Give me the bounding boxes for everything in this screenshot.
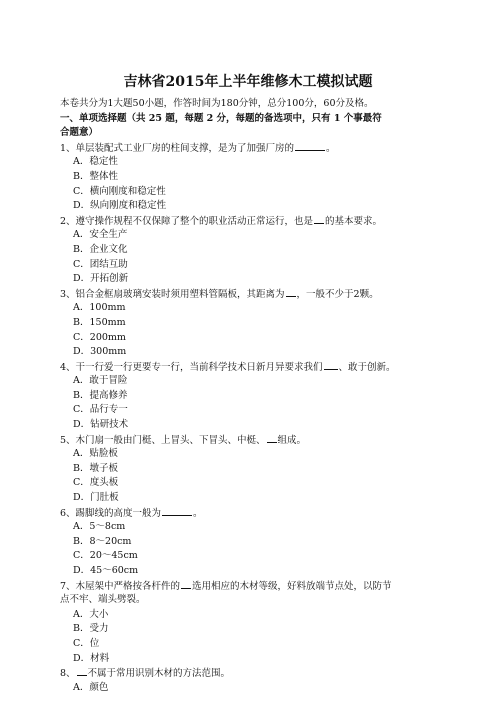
question-4: 4、干一行爱一行更要专一行，当前科学技术日新月异要求我们 、敢于创新。 <box>60 361 396 373</box>
answer-blank <box>324 360 338 370</box>
answer-blank <box>314 214 324 224</box>
question-5: 5、木门扇一般由门梃、上冒头、下冒头、中梃、 组成。 <box>60 434 307 446</box>
option: C．品行专一 <box>73 404 128 416</box>
option: B．墩子板 <box>73 462 118 474</box>
option: A．颜色 <box>73 681 109 693</box>
option: D．钻研技术 <box>73 419 129 431</box>
answer-blank <box>181 579 191 589</box>
section-heading-line1: 一、单项选择题（共 25 题，每题 2 分，每题的备选项中，只有 1 个事最符 <box>60 112 382 124</box>
option: D．300mm <box>73 346 127 358</box>
option: D．纵向刚度和稳定性 <box>73 200 167 212</box>
document-body <box>60 97 436 695</box>
option: A．贴脸板 <box>73 448 118 460</box>
document-title: 吉林省2015年上半年维修木工模拟试题 <box>123 74 373 90</box>
answer-blank <box>286 287 296 297</box>
option: B．8～20cm <box>73 535 132 547</box>
option: B．受力 <box>73 623 109 635</box>
answer-blank <box>295 141 325 151</box>
option: A．大小 <box>73 608 109 620</box>
option: B．企业文化 <box>73 243 128 255</box>
option: A．安全生产 <box>73 229 128 241</box>
question-3: 3、铝合金框扇玻璃安装时须用塑料管隔板，其距离为 ，一般不少于2颗。 <box>60 288 379 300</box>
option: D．门肚板 <box>73 492 119 504</box>
intro-text: 本卷共分为1大题50小题，作答时间为180分钟，总分100分，60分及格。 <box>60 98 374 109</box>
question-6: 6、踢脚线的高度一般为 。 <box>60 507 203 519</box>
option: D．材料 <box>73 652 110 664</box>
option: C．团结互助 <box>73 258 128 270</box>
option: B．150mm <box>73 316 126 328</box>
question-7-continued: 点不牢、端头劈裂。 <box>60 594 146 606</box>
question-8: 8、 不属于常用识别木材的方法范围。 <box>60 668 231 680</box>
question-2: 2、遵守操作规程不仅保障了整个的职业活动正常运行，也是 的基本要求。 <box>60 215 383 227</box>
option: A．稳定性 <box>73 156 118 168</box>
question-1: 1、单层装配式工业厂房的柱间支撑，是为了加强厂房的 。 <box>60 142 336 154</box>
option: B．整体性 <box>73 170 118 182</box>
option: C．20～45cm <box>73 550 138 562</box>
answer-blank <box>77 666 87 676</box>
answer-blank <box>162 506 192 516</box>
option: C．200mm <box>73 331 126 343</box>
option: A．100mm <box>73 302 126 314</box>
option: C．度头板 <box>73 477 119 489</box>
answer-blank <box>267 433 277 443</box>
option: A．5～8cm <box>73 521 126 533</box>
option: C．位 <box>73 637 100 649</box>
option: D．开拓创新 <box>73 273 129 285</box>
option: D．45～60cm <box>73 565 139 576</box>
question-7: 7、木屋架中严格按各杆件的 选用相应的木材等级，好料放端节点处，以防节 <box>60 580 392 592</box>
option: C．横向刚度和稳定性 <box>73 185 166 197</box>
section-heading-line2: 合题意） <box>60 127 99 139</box>
option: B．提高修养 <box>73 389 128 401</box>
option: A．敢于冒险 <box>73 375 128 387</box>
